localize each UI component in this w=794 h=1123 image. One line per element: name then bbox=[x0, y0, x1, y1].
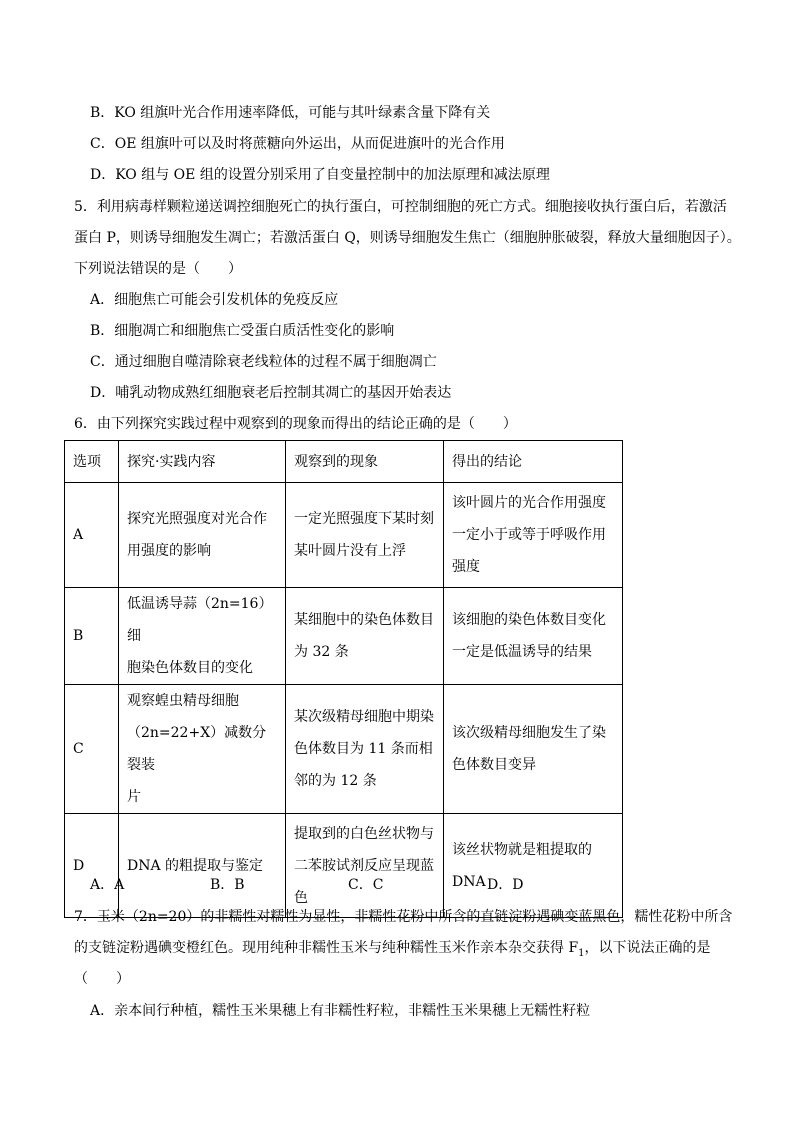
row-c-conclusion bbox=[444, 685, 623, 814]
q5-stem-line2: 蛋白 P，则诱导细胞发生凋亡；若激活蛋白 Q，则诱导细胞发生焦亡（细胞肿胀破裂，释放大量细胞因子）。 bbox=[74, 230, 741, 246]
cell-line: 该细胞的染色体数目变化 bbox=[452, 612, 606, 628]
cell-line: 用强度的影响 bbox=[127, 543, 211, 559]
row-b-content bbox=[119, 588, 286, 685]
q7-f-subscript: 1 bbox=[578, 947, 585, 959]
cell-line: 邻的为 12 条 bbox=[294, 773, 377, 789]
q7-stem-line3: （ ） bbox=[74, 971, 130, 987]
row-d-phenomenon bbox=[286, 814, 444, 918]
q4-option-d: D．KO 组与 OE 组的设置分别采用了自变量控制中的加法原理和减法原理 bbox=[90, 167, 550, 183]
q7-option-a: A．亲本间行种植，糯性玉米果穗上有非糯性籽粒，非糯性玉米果穗上无糯性籽粒 bbox=[90, 1003, 591, 1019]
row-d-conclusion bbox=[444, 814, 623, 918]
q7-stem-line2-prefix: 的支链淀粉遇碘变橙红色。现用纯种非糯性玉米与纯种糯性玉米作亲本杂交获得 F bbox=[74, 940, 579, 956]
q6-stem: 6．由下列探究实践过程中观察到的现象而得出的结论正确的是（ ） bbox=[74, 416, 517, 432]
row-a-option: A bbox=[65, 483, 119, 588]
cell-line: 提取到的白色丝状物与 bbox=[294, 825, 434, 842]
row-c-phenomenon bbox=[286, 685, 444, 814]
q5-option-b: B．细胞凋亡和细胞焦亡受蛋白质活性变化的影响 bbox=[90, 323, 395, 339]
q7-stem-line2 bbox=[74, 938, 711, 964]
cell-line: 某次级精母细胞中期染 bbox=[294, 709, 434, 725]
header-conclusion: 得出的结论 bbox=[444, 441, 623, 483]
cell-line: 胞染色体数目的变化 bbox=[127, 660, 253, 676]
row-d-option: D bbox=[65, 814, 119, 918]
cell-line: 探究光照强度对光合作 bbox=[127, 511, 267, 527]
header-option: 选项 bbox=[65, 441, 119, 483]
q4-option-c: C．OE 组旗叶可以及时将蔗糖向外运出，从而促进旗叶的光合作用 bbox=[90, 136, 505, 152]
q6-answer-b: B．B bbox=[210, 877, 245, 893]
cell-line: DNA 的粗提取与鉴定 bbox=[127, 857, 264, 874]
row-b-conclusion bbox=[444, 588, 623, 685]
q5-stem-line3: 下列说法错误的是（ ） bbox=[74, 261, 242, 277]
cell-line: 某叶圆片没有上浮 bbox=[294, 543, 406, 559]
q4-option-b: B．KO 组旗叶光合作用速率降低，可能与其叶绿素含量下降有关 bbox=[90, 105, 491, 121]
q7-stem-line2-suffix: ，以下说法正确的是 bbox=[584, 940, 711, 956]
q6-answer-d: D．D bbox=[487, 877, 524, 893]
cell-line: 一定小于或等于呼吸作用 bbox=[452, 527, 606, 543]
row-a-conclusion bbox=[444, 483, 623, 588]
cell-line: 低温诱导蒜（2n=16）细 bbox=[127, 596, 273, 644]
q5-option-a: A．细胞焦亡可能会引发机体的免疫反应 bbox=[90, 292, 339, 308]
table-row bbox=[65, 814, 623, 918]
cell-line: 片 bbox=[127, 789, 141, 805]
cell-line: 一定光照强度下某时刻 bbox=[294, 511, 434, 527]
row-c-option: C bbox=[65, 685, 119, 814]
table-row bbox=[65, 483, 623, 588]
cell-line: 二苯胺试剂反应呈现蓝 bbox=[294, 857, 434, 874]
cell-line: （2n=22+X）减数分裂装 bbox=[127, 725, 267, 773]
cell-line: 观察蝗虫精母细胞 bbox=[127, 693, 239, 709]
cell-line: 该叶圆片的光合作用强度 bbox=[452, 495, 606, 511]
cell-line: 该次级精母细胞发生了染 bbox=[452, 725, 606, 741]
row-b-option: B bbox=[65, 588, 119, 685]
cell-line: 色 bbox=[294, 889, 308, 906]
row-b-phenomenon bbox=[286, 588, 444, 685]
table-header-row bbox=[65, 441, 623, 483]
cell-line: 色体数目变异 bbox=[452, 757, 536, 773]
row-a-content bbox=[119, 483, 286, 588]
cell-line: 色体数目为 11 条而相 bbox=[294, 741, 433, 757]
row-d-content bbox=[119, 814, 286, 918]
cell-line: 该丝状物就是粗提取的 bbox=[452, 841, 592, 858]
cell-line: 一定是低温诱导的结果 bbox=[452, 644, 592, 660]
row-c-content bbox=[119, 685, 286, 814]
cell-line: DNA bbox=[452, 873, 486, 890]
table-row bbox=[65, 685, 623, 814]
q6-answer-c: C．C bbox=[348, 877, 384, 893]
row-a-phenomenon bbox=[286, 483, 444, 588]
q6-table bbox=[64, 440, 623, 918]
header-content: 探究·实践内容 bbox=[119, 441, 286, 483]
q6-answer-a: A．A bbox=[90, 877, 125, 893]
cell-line: 强度 bbox=[452, 559, 480, 575]
q5-option-c: C．通过细胞自噬清除衰老线粒体的过程不属于细胞凋亡 bbox=[90, 354, 437, 370]
cell-line: 为 32 条 bbox=[294, 644, 349, 660]
q7-stem-line1: 7．玉米（2n=20）的非糯性对糯性为显性，非糯性花粉中所含的直链淀粉遇碘变蓝黑色，糯性花粉中所含 bbox=[74, 909, 733, 925]
q5-stem-line1: 5．利用病毒样颗粒递送调控细胞死亡的执行蛋白，可控制细胞的死亡方式。细胞接收执行蛋白后，若激活 bbox=[74, 199, 727, 215]
q5-option-d: D．哺乳动物成熟红细胞衰老后控制其凋亡的基因开始表达 bbox=[90, 385, 452, 401]
cell-line: 某细胞中的染色体数目 bbox=[294, 612, 434, 628]
table-row bbox=[65, 588, 623, 685]
header-phenomenon: 观察到的现象 bbox=[286, 441, 444, 483]
